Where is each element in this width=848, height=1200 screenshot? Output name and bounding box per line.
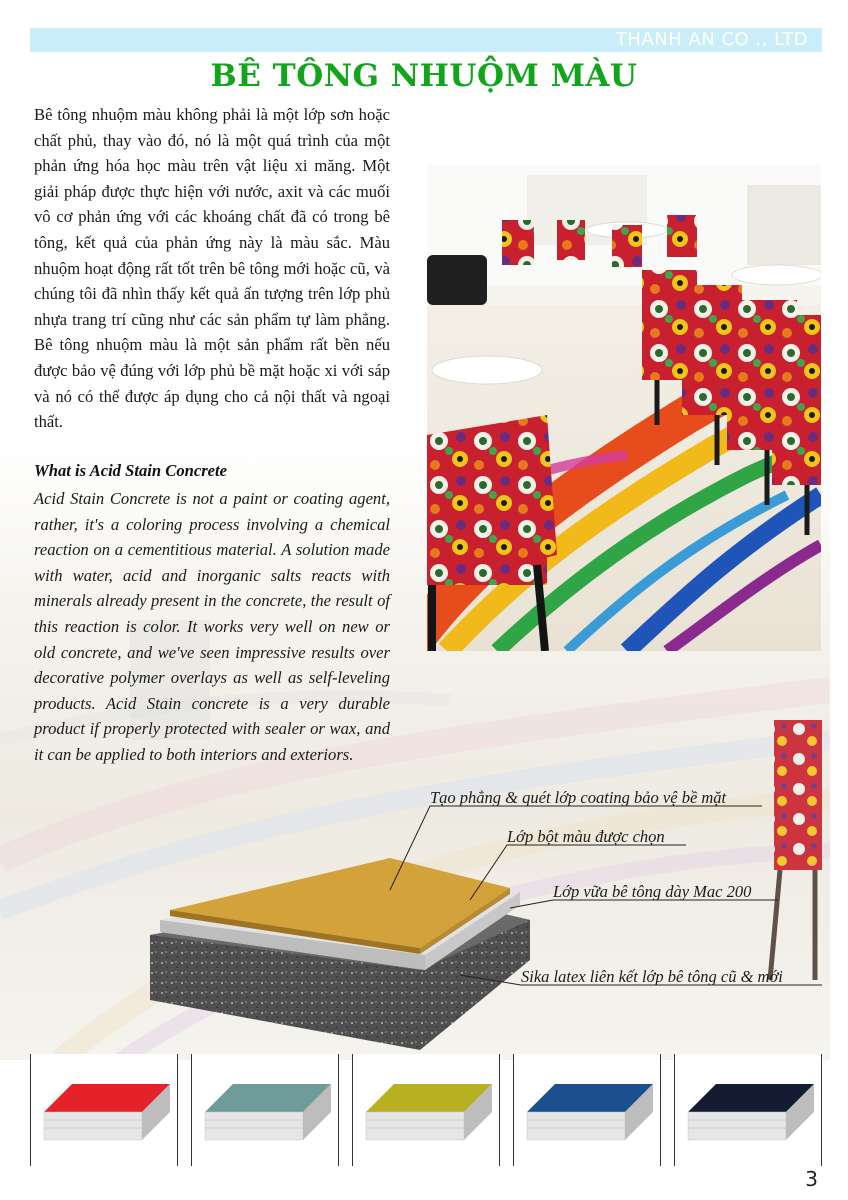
english-heading: What is Acid Stain Concrete: [34, 461, 228, 480]
concrete-layer-diagram: [120, 820, 540, 1050]
swatch-blue: [513, 1054, 661, 1166]
label-sika-latex-layer: Sika latex liên kết lớp bê tông cũ & mới: [521, 967, 783, 986]
swatch-olive: [352, 1054, 500, 1166]
vietnamese-paragraph: Bê tông nhuộm màu không phải là một lớp sơn hoặc chất phủ, thay vào đó, nó là một quá trình của một phản ứng hóa học màu trên vật liệu xi măng. Một giải pháp được thực hiện với nước, axit và các muối vô cơ phản ứng với các khoáng chất đã có trong bê tông, kết quả của phản ứng này là màu sắc. Màu nhuộm hoạt động rất tốt trên bê tông mới hoặc cũ, và chúng tôi đã nhìn thấy kết quả ấn tượng trên lớp phủ nhựa trang trí cũng như các sản phẩm tự làm phẳng. Bê tông nhuộm màu là một sản phẩm rất bền nếu được bảo vệ đúng với lớp phủ bề mặt hoặc xi với sáp và nó có thể được áp dụng cho cả nội thất và ngoại thất.: [34, 105, 390, 432]
color-swatch-row: [30, 1054, 822, 1166]
page-title: BÊ TÔNG NHUỘM MÀU: [210, 58, 638, 94]
swatch-red: [30, 1054, 178, 1166]
swatch-teal: [191, 1054, 339, 1166]
background-chair-image: [760, 720, 822, 980]
swatch-navy: [674, 1054, 822, 1166]
label-color-powder-layer: Lớp bột màu được chọn: [507, 827, 665, 846]
label-mortar-layer: Lớp vữa bê tông dày Mac 200: [553, 882, 752, 901]
label-coating-layer: Tạo phẳng & quét lớp coating bảo vệ bề mặt: [430, 788, 727, 807]
company-name: THANH AN CO ., LTD: [615, 29, 808, 50]
restaurant-interior-photo: [427, 165, 821, 651]
page-number: 3: [805, 1167, 818, 1191]
english-paragraph: Acid Stain Concrete is not a paint or coating agent, rather, it's a coloring process involving a chemical reaction on a cementitious material. A solution made with water, acid and inorganic salts reacts with minerals already present in the concrete, the result of this reaction is color. It works very well on new or old concrete, and we've seen impressive results over decorative polymer overlays as well as self-leveling products. Acid Stain concrete is a very durable product if properly protected with sealer or wax, and it can be applied to both interiors and exteriors.: [34, 489, 390, 764]
